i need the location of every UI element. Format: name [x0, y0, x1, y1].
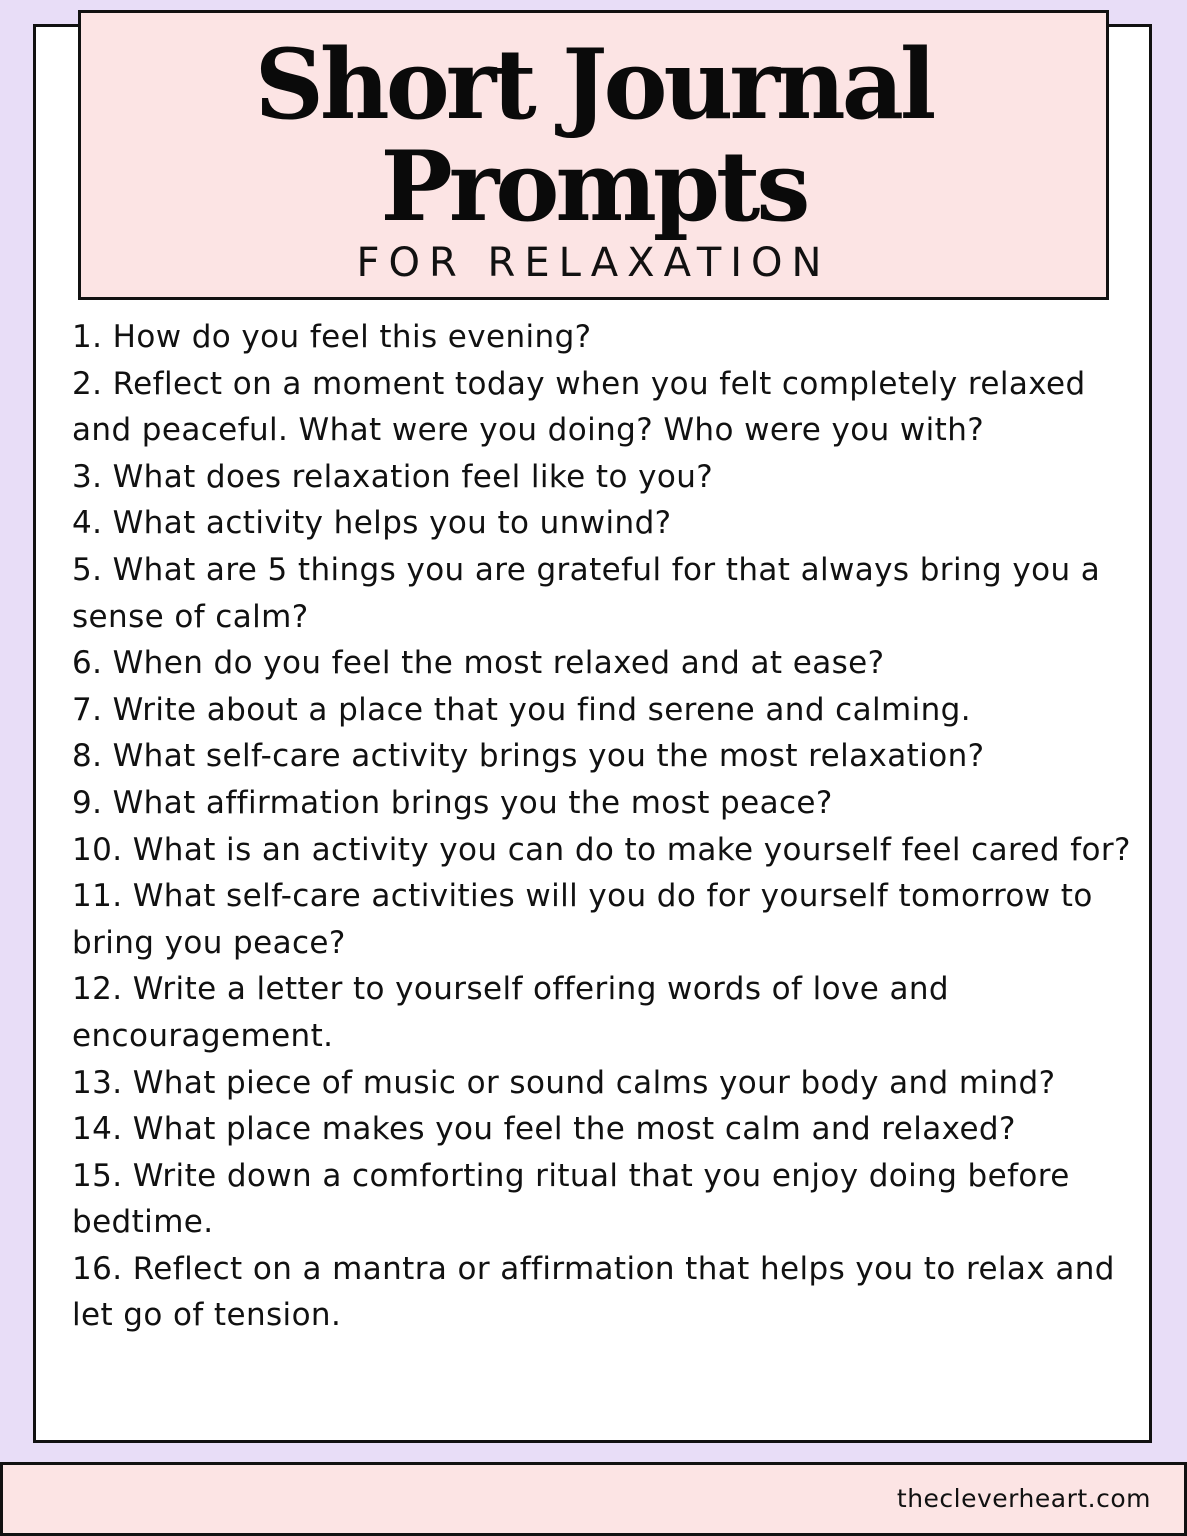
title-box	[78, 10, 1109, 300]
prompt-item: 5. What are 5 things you are grateful for that always bring you a sense of calm?	[72, 551, 1101, 635]
page-title-line-1: Short Journal	[254, 28, 933, 141]
prompt-item: 12. Write a letter to yourself offering words of love and encouragement.	[72, 971, 949, 1054]
footer-website: thecleverheart.com	[896, 1484, 1151, 1513]
prompt-item: 10. What is an activity you can do to make yourself feel cared for?	[72, 831, 1131, 868]
prompt-item: 3. What does relaxation feel like to you?	[72, 458, 714, 495]
footer-bar	[0, 1462, 1187, 1536]
prompt-item: 1. How do you feel this evening?	[72, 319, 592, 355]
page-subtitle: FOR RELAXATION	[356, 240, 831, 286]
prompt-item: 7. Write about a place that you find serene and calming.	[72, 691, 972, 728]
prompt-item: 13. What piece of music or sound calms your body and mind?	[72, 1064, 1056, 1101]
prompt-item: 16. Reflect on a mantra or affirmation that helps you to relax and let go of tension.	[72, 1250, 1115, 1334]
prompt-item: 15. Write down a comforting ritual that you enjoy doing before bedtime.	[72, 1157, 1070, 1241]
prompt-item: 14. What place makes you feel the most calm and relaxed?	[72, 1111, 1016, 1148]
prompt-list	[72, 314, 1132, 1339]
prompt-item: 4. What activity helps you to unwind?	[72, 505, 672, 542]
prompt-item: 2. Reflect on a moment today when you felt completely relaxed and peaceful. What were you doing? Who were you with?	[72, 365, 1086, 449]
prompt-item: 11. What self-care activities will you do for yourself tomorrow to bring you peace?	[72, 878, 1093, 961]
page-title-line-2: Prompts	[380, 130, 807, 243]
prompt-item: 6. When do you feel the most relaxed and at ease?	[72, 645, 885, 682]
prompt-item: 8. What self-care activity brings you the most relaxation?	[72, 738, 985, 775]
prompt-item: 9. What affirmation brings you the most peace?	[72, 784, 833, 821]
